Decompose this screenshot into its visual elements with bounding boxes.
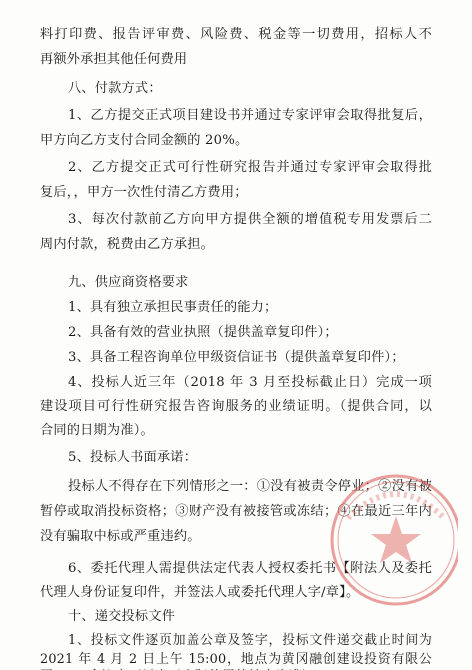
text-line: 暂停或取消投标资格；③财产没有被接管或冻结；④在最近三年内 (40, 504, 432, 519)
text-line: 代理人身份证复印件，并签法人或委托代理人字/章】。 (40, 585, 360, 600)
text-line: 合同的日期为准）。 (40, 423, 154, 438)
text-line: 2、具备有效的营业执照（提供盖章复印件）； (68, 325, 338, 340)
text-line: 没有骗取中标或严重违约。 (40, 529, 201, 544)
text-line: 3、每次付款前乙方向甲方提供全额的增值税专用发票后二 (68, 212, 432, 227)
text-line: 6、委托代理人需提供法定代表人授权委托书【附法人及委托 (68, 561, 432, 576)
section-heading-submission: 十、递交投标文件 (68, 609, 176, 624)
text-line: 投标人不得存在下列情形之一：①没有被责令停业；②没有被 (68, 479, 432, 494)
text-line: 料打印费、报告评审费、风险费、税金等一切费用，招标人不 (40, 27, 432, 42)
text-line: 2021 年 4 月 2 日上午 15:00，地点为黄冈融创建设投资有限公 (40, 652, 432, 667)
text-line: 2、乙方提交正式可行性研究报告并通过专家评审会取得批 (68, 160, 432, 175)
text-line: 5、投标人书面承诺： (68, 450, 198, 465)
text-line: 4、投标人近三年（2018 年 3 月至投标截止日）完成一项 (68, 375, 432, 390)
text-line: 复后，，甲方一次性付清乙方费用； (40, 185, 248, 200)
text-line: 周内付款，税费由乙方承担。 (40, 237, 215, 252)
section-heading-payment: 八、付款方式： (68, 81, 162, 96)
text-line: 建设项目可行性研究报告咨询服务的业绩证明。（提供合同，以 (40, 399, 432, 414)
text-line: 1、具有独立承担民事责任的能力； (68, 300, 278, 315)
text-line: 再额外承担其他任何费用 (40, 52, 188, 67)
text-line: 1、乙方提交正式项目建设书并通过专家评审会取得批复后， (68, 108, 432, 123)
text-line: 1、投标文件逐页加盖公章及签字，投标文件递交截止时间为 (68, 633, 432, 648)
text-line: 甲方向乙方支付合同金额的 20%。 (40, 133, 249, 148)
section-heading-qualification: 九、供应商资格要求 (68, 275, 189, 290)
text-line: 3、具备工程咨询单位甲级资信证书（提供盖章复印件）； (68, 350, 405, 365)
